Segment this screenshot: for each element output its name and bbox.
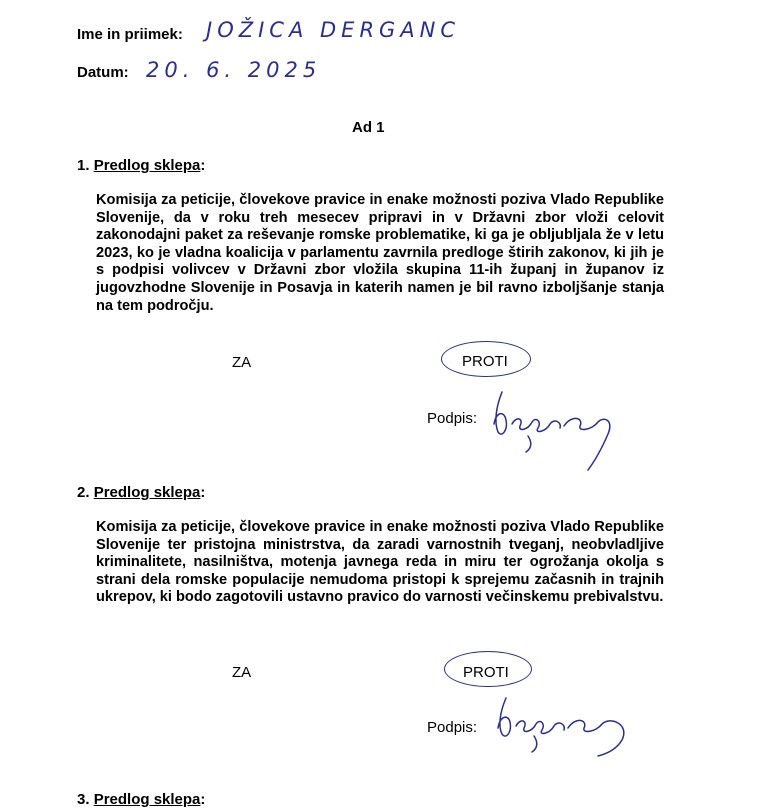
item-3-heading-text: Predlog sklepa bbox=[93, 791, 201, 808]
item-2-text: Komisija za peticije, človekove pravice in enake možnosti poziva Vlado Republike Slovenije ter pristojna ministrstva, da zaradi varnostnih tveganj, neobvladljive kriminalitete, nasilništva, motenja javnega reda in miru ter ogrožanja okolja s strani dela romske populacije nemudoma pristopi k sprejemu začasnih in trajnih ukrepov, ki bodo zagotovili ustavno pravico do varnosti večinskemu prebivalstvu. bbox=[96, 519, 664, 606]
item-1-heading-text: Predlog sklepa bbox=[93, 157, 201, 174]
item-1-text: Komisija za peticije, človekove pravice in enake možnosti poziva Vlado Republike Slovenije, da v roku treh mesecev pripravi in v Državni zbor vloži celovit zakonodajni paket za reševanje romske problematike, ki ga je obljubljala že v letu 2023, ko je vladna koalicija v parlamentu zavrnila predloge štirih zakonov, ki jih je s podpisi volivcev v Državni zbor vložila skupina 11-ih županj in županov iz jugovzhodne Slovenije in Posavja in katerih namen je bil ravno izboljšanje stanja na tem področju. bbox=[96, 192, 664, 314]
item-2-against-option[interactable]: PROTI bbox=[463, 664, 509, 681]
item-2-for-option[interactable]: ZA bbox=[232, 664, 252, 681]
item-3-heading-colon: : bbox=[200, 791, 206, 808]
item-1-number: 1. bbox=[77, 157, 90, 174]
item-3-heading bbox=[77, 791, 205, 808]
item-3-number: 3. bbox=[77, 791, 90, 808]
date-label: Datum: bbox=[77, 64, 129, 81]
item-1-signature-image bbox=[488, 382, 618, 474]
item-2-heading-colon: : bbox=[200, 484, 206, 501]
item-1-against-option[interactable]: PROTI bbox=[462, 353, 508, 370]
name-handwritten-value: JOŽICA DERGANC bbox=[206, 18, 461, 42]
item-2-signature-image bbox=[494, 690, 634, 760]
name-label: Ime in priimek: bbox=[77, 26, 183, 43]
item-2-heading-text: Predlog sklepa bbox=[93, 484, 201, 501]
item-2-number: 2. bbox=[77, 484, 90, 501]
item-2-heading bbox=[77, 484, 205, 501]
item-1-heading bbox=[77, 157, 205, 174]
item-1-for-option[interactable]: ZA bbox=[232, 354, 252, 371]
item-2-signature-label: Podpis: bbox=[427, 719, 478, 736]
agenda-title: Ad 1 bbox=[352, 119, 385, 136]
item-1-heading-colon: : bbox=[200, 157, 206, 174]
date-handwritten-value: 20. 6. 2025 bbox=[146, 58, 322, 82]
item-1-signature-label: Podpis: bbox=[427, 410, 478, 427]
